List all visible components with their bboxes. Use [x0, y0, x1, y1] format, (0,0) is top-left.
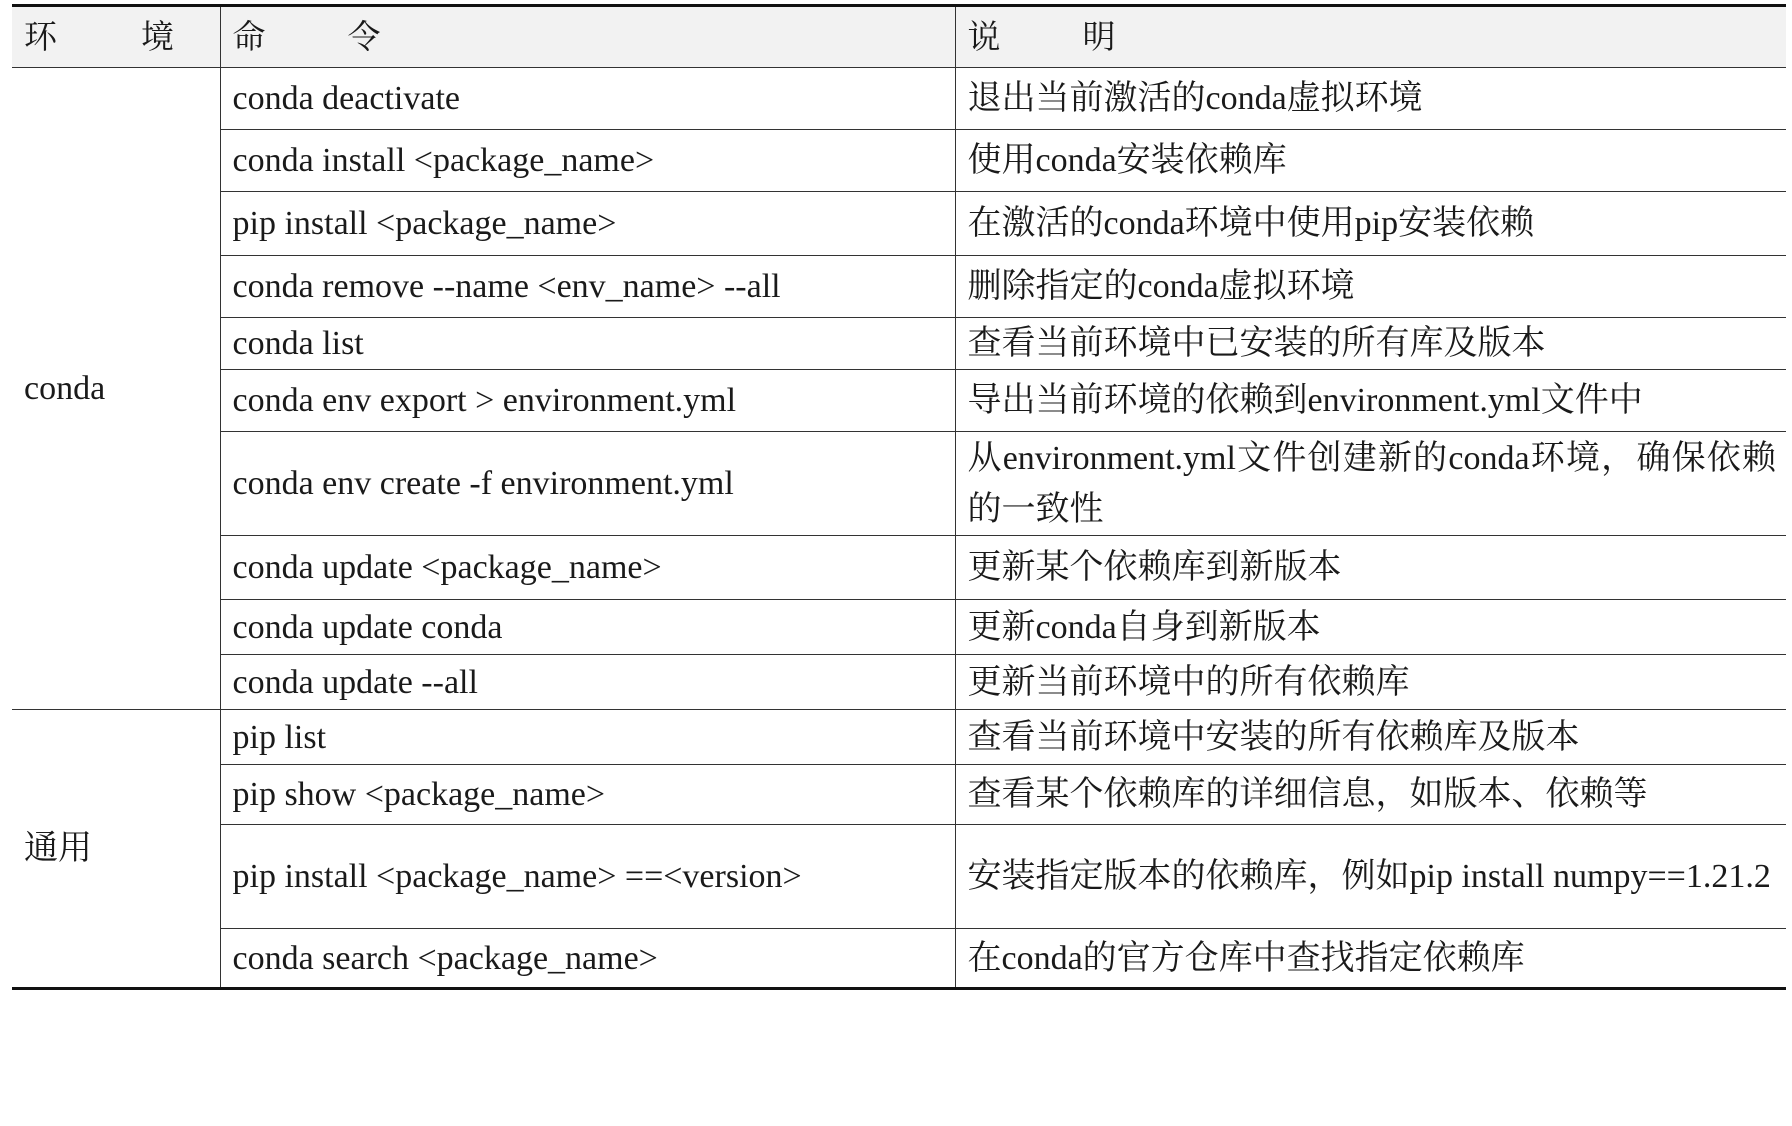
table-row [12, 370, 1786, 432]
command-cell: conda install <package_name> [220, 130, 955, 192]
description-cell: 更新当前环境中的所有依赖库 [955, 655, 1786, 710]
table-row [12, 130, 1786, 192]
command-cell: pip install <package_name> ==<version> [220, 825, 955, 929]
command-cell: conda env create -f environment.yml [220, 432, 955, 536]
description-text: 从environment.yml文件创建新的conda环境，确保依赖的一致性 [967, 439, 1776, 528]
description-cell [955, 825, 1786, 929]
description-cell: 查看当前环境中已安装的所有库及版本 [955, 318, 1786, 370]
command-cell: conda update --all [220, 655, 955, 710]
command-cell: pip list [220, 710, 955, 765]
command-cell: conda list [220, 318, 955, 370]
header-command-char: 命 [232, 17, 266, 57]
description-cell: 在激活的conda环境中使用pip安装依赖 [955, 192, 1786, 256]
description-cell: 在conda的官方仓库中查找指定依赖库 [955, 929, 1786, 989]
description-cell: 查看当前环境中安装的所有依赖库及版本 [955, 710, 1786, 765]
group-general [12, 710, 1786, 989]
command-cell: conda search <package_name> [220, 929, 955, 989]
description-cell: 删除指定的conda虚拟环境 [955, 256, 1786, 318]
table-row [12, 318, 1786, 370]
table-row [12, 432, 1786, 536]
header-env-char: 境 [141, 17, 174, 57]
description-cell: 退出当前激活的conda虚拟环境 [955, 68, 1786, 130]
command-cell: conda deactivate [220, 68, 955, 130]
description-cell [955, 432, 1786, 536]
command-cell: conda env export > environment.yml [220, 370, 955, 432]
env-cell-conda: conda [12, 68, 220, 710]
table-row [12, 536, 1786, 600]
table-row [12, 655, 1786, 710]
env-cell-general: 通用 [12, 710, 220, 989]
header-description-char: 说 [967, 17, 1001, 57]
header-command [220, 6, 955, 68]
table-row [12, 600, 1786, 655]
table-row [12, 710, 1786, 765]
command-cell: conda update <package_name> [220, 536, 955, 600]
command-cell: conda update conda [220, 600, 955, 655]
description-cell: 更新conda自身到新版本 [955, 600, 1786, 655]
command-table [12, 4, 1786, 990]
description-cell: 使用conda安装依赖库 [955, 130, 1786, 192]
header-env [12, 6, 220, 68]
header-description-char: 明 [1082, 17, 1116, 57]
table-row [12, 256, 1786, 318]
description-cell: 查看某个依赖库的详细信息，如版本、依赖等 [955, 765, 1786, 825]
description-cell: 更新某个依赖库到新版本 [955, 536, 1786, 600]
command-cell: pip install <package_name> [220, 192, 955, 256]
table-row [12, 825, 1786, 929]
header-command-char: 令 [347, 17, 381, 57]
command-cell: conda remove --name <env_name> --all [220, 256, 955, 318]
table-row [12, 765, 1786, 825]
table-row [12, 68, 1786, 130]
group-conda [12, 68, 1786, 710]
description-cell: 导出当前环境的依赖到environment.yml文件中 [955, 370, 1786, 432]
header-env-char: 环 [24, 17, 57, 57]
header-description [955, 6, 1786, 68]
command-cell: pip show <package_name> [220, 765, 955, 825]
table-row [12, 929, 1786, 989]
description-text: 安装指定版本的依赖库，例如pip install numpy==1.21.2 [967, 858, 1771, 895]
table-row [12, 192, 1786, 256]
header-row [12, 6, 1786, 68]
